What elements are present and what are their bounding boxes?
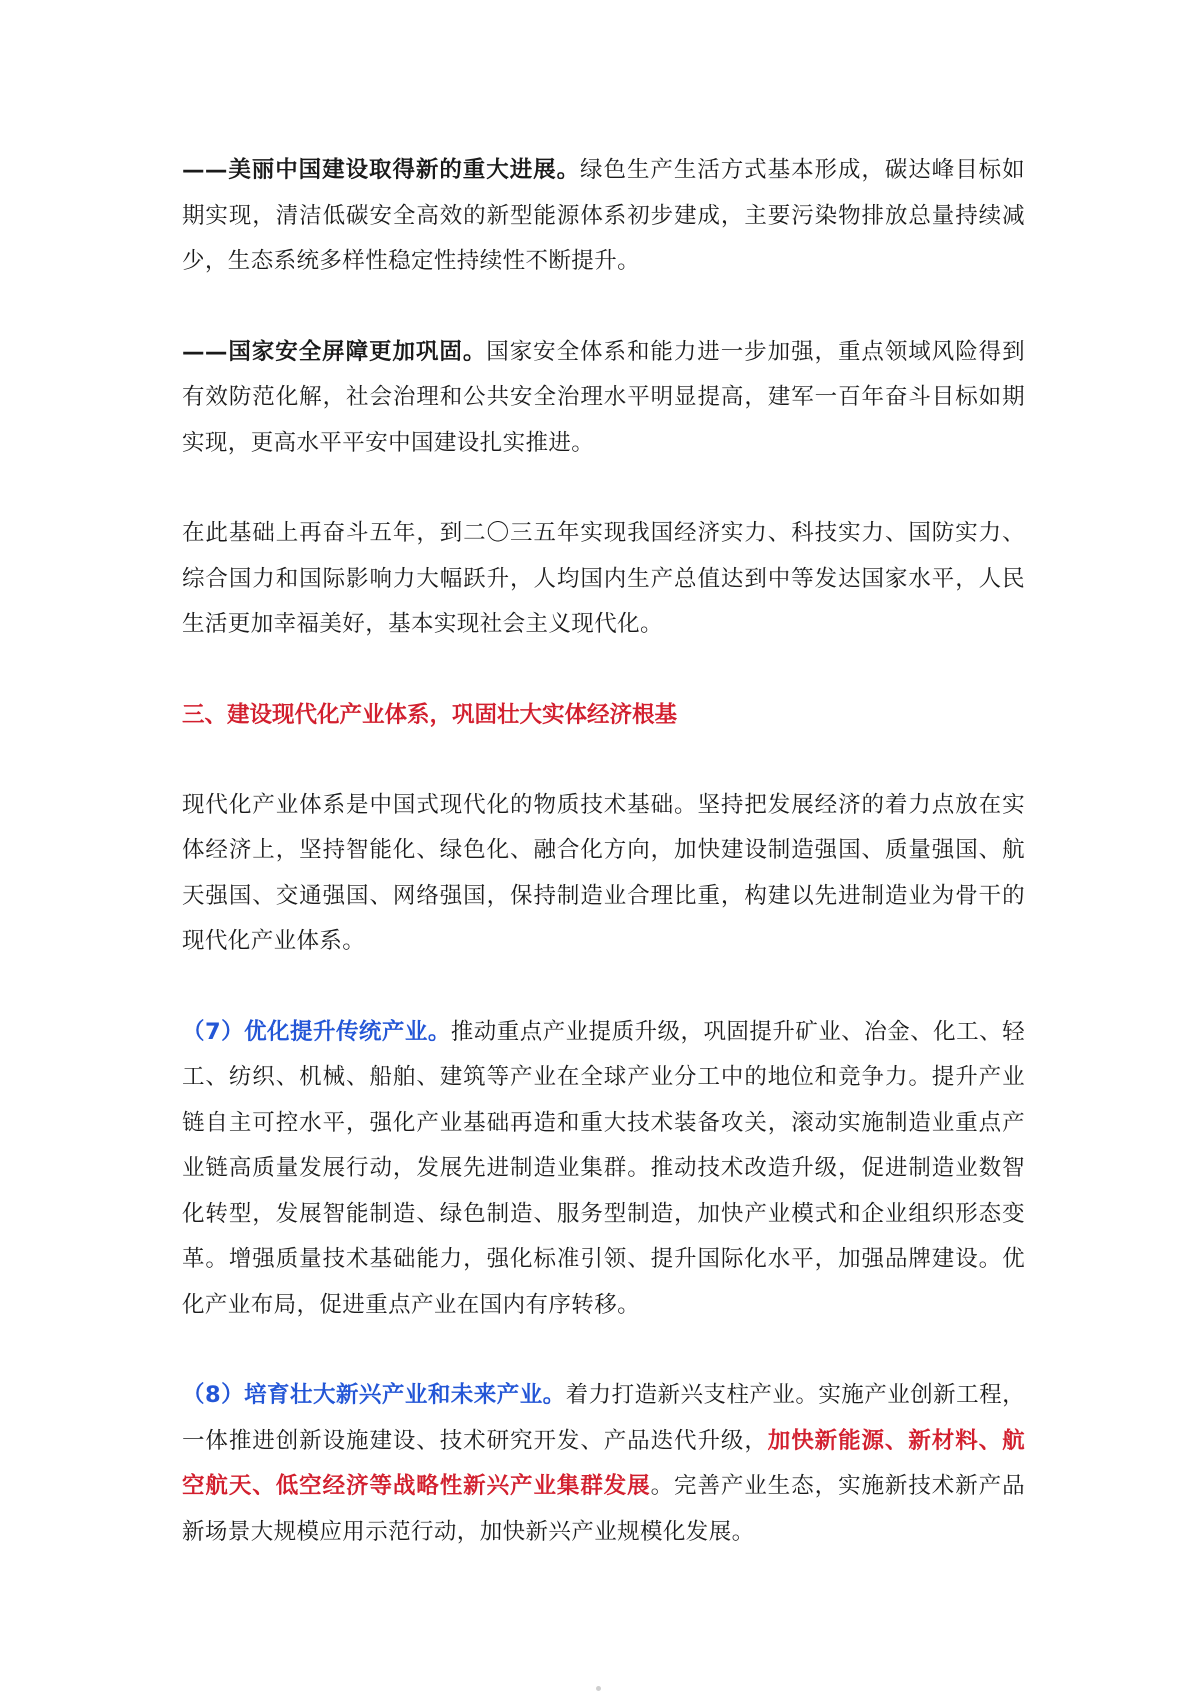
paragraph-body: 国家安全体系和能力进一步加强，重点领域风险得到有效防范化解，社会治理和公共安全治理水平明显提高，建军一百年奋斗目标如期实现，更高水平平安中国建设扎实推进。 [182,338,1025,456]
paragraph-national-security [182,330,1025,467]
paragraph-2035-goal [182,511,1025,648]
paragraph-body: 在此基础上再奋斗五年，到二〇三五年实现我国经济实力、科技实力、国防实力、综合国力和国际影响力大幅跃升，人均国内生产总值达到中等发达国家水平，人民生活更加幸福美好，基本实现社会主义现代化。 [182,520,1025,637]
paragraph-lead: ——国家安全屏障更加巩固。 [182,338,487,365]
paragraph-traditional-industry [182,1010,1025,1329]
paragraph-body: 推动重点产业提质升级，巩固提升矿业、冶金、化工、轻工、纺织、机械、船舶、建筑等产业在全球产业分工中的地位和竞争力。提升产业链自主可控水平，强化产业基础再造和重大技术装备攻关，滚动实施制造业重点产业链高质量发展行动，发展先进制造业集群。推动技术改造升级，促进制造业数智化转型，发展智能制造、绿色制造、服务型制造，加快产业模式和企业组织形态变革。增强质量技术基础能力，强化标准引领、提升国际化水平，加强品牌建设。优化产业布局，促进重点产业在国内有序转移。 [182,1018,1025,1318]
paragraph-lead: （7）优化提升传统产业。 [182,1018,451,1045]
paragraph-highlight: 加快新能源、新材料、航空航天、低空经济等战略性新兴产业集群发展 [182,1427,1025,1499]
paragraph-body: 现代化产业体系是中国式现代化的物质技术基础。坚持把发展经济的着力点放在实体经济上，坚持智能化、绿色化、融合化方向，加快建设制造强国、质量强国、航天强国、交通强国、网络强国，保持制造业合理比重，构建以先进制造业为骨干的现代化产业体系。 [182,791,1025,954]
paragraph-body: 着力打造新兴支柱产业。实施产业创新工程，一体推进创新设施建设、技术研究开发、产品迭代升级， [182,1382,1025,1454]
paragraph-body: 绿色生产生活方式基本形成，碳达峰目标如期实现，清洁低碳安全高效的新型能源体系初步建成，主要污染物排放总量持续减少，生态系统多样性稳定性持续性不断提升。 [182,157,1025,274]
paragraph-industry-system [182,783,1025,965]
paragraph-lead: ——美丽中国建设取得新的重大进展。 [182,157,581,183]
page-indicator-dot [596,1686,601,1691]
document-page [182,148,1025,1600]
paragraph-lead: （8）培育壮大新兴产业和未来产业。 [182,1382,566,1408]
paragraph-beautiful-china [182,148,1025,285]
paragraph-emerging-industry [182,1373,1025,1555]
paragraph-body-tail: 。完善产业生态，实施新技术新产品新场景大规模应用示范行动，加快新兴产业规模化发展。 [182,1473,1025,1545]
section-heading: 三、建设现代化产业体系，巩固壮大实体经济根基 [182,701,678,728]
